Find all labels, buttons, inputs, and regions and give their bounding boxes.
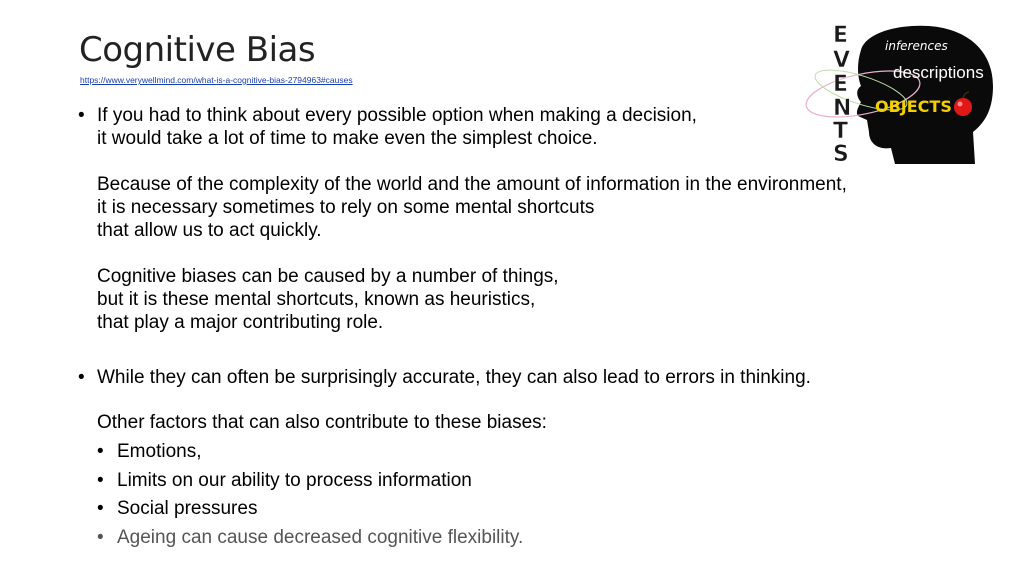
events-letter: T [833, 119, 849, 144]
events-letter: V [833, 48, 851, 73]
text-line: that play a major contributing role. [97, 312, 384, 333]
events-letter: N [833, 96, 852, 121]
factor-item: • Limits on our ability to process information [97, 469, 472, 491]
factor-item: • Social pressures [97, 498, 258, 519]
factor-item: • Emotions, [97, 441, 202, 462]
text-line: Because of the complexity of the world and the amount of information in the environment, [97, 174, 847, 195]
source-link[interactable]: https://www.verywellmind.com/what-is-a-cognitive-bias-2794963#causes [80, 75, 353, 85]
text-line: If you had to think about every possible option when making a decision, [97, 105, 697, 126]
bullet-dot: • [78, 367, 85, 388]
events-letter: S [833, 142, 849, 164]
factors-intro: Other factors that can also contribute to these biases: [97, 412, 547, 433]
paragraph-heuristics [97, 265, 958, 334]
events-letter: E [833, 72, 849, 97]
text-line: While they can often be surprisingly accurate, they can also lead to errors in thinking. [97, 367, 811, 388]
text-line: it is necessary sometimes to rely on some mental shortcuts [97, 197, 595, 218]
slide-title: Cognitive Bias [79, 30, 316, 70]
text-line: it would take a lot of time to make even the simplest choice. [97, 128, 598, 149]
slide-body [78, 104, 958, 552]
word-inferences: inferences [885, 39, 948, 53]
factor-item: • Ageing can cause decreased cognitive flexibility. [97, 526, 524, 548]
bullet-dot: • [78, 105, 85, 126]
text-line: but it is these mental shortcuts, known as heuristics, [97, 289, 536, 310]
text-line: Cognitive biases can be caused by a number of things, [97, 266, 559, 287]
word-descriptions: descriptions [893, 63, 984, 82]
text-line: that allow us to act quickly. [97, 220, 322, 241]
events-letter: E [833, 23, 849, 48]
paragraph-complexity [97, 173, 958, 242]
events-head-figure [803, 20, 999, 164]
word-objects: OBJECTS [875, 97, 952, 116]
bullet-2 [78, 366, 958, 552]
